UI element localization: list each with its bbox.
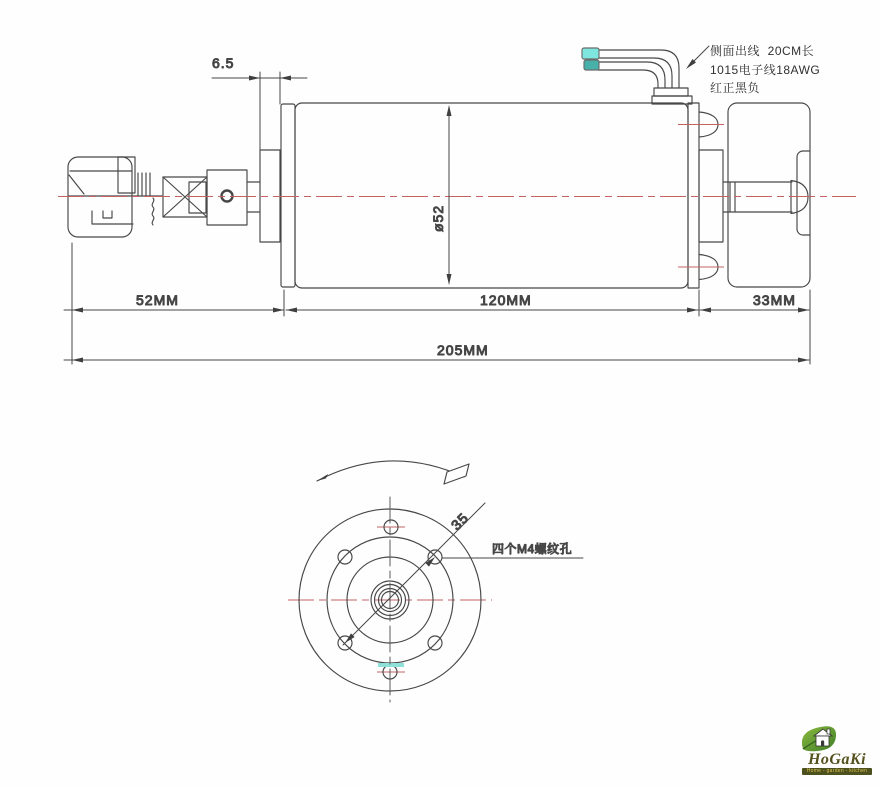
rotation-arc-flag (444, 464, 469, 484)
dimensions (64, 55, 810, 364)
rear-block (728, 103, 810, 287)
wire1-outer (598, 50, 679, 88)
centerlines-red (58, 125, 856, 673)
arrowhead (280, 76, 291, 81)
arrowhead (798, 358, 809, 363)
dim-total-label: 205MM (437, 342, 489, 358)
motor-body-group (281, 103, 810, 288)
shaft-housing (207, 170, 247, 225)
power-wires (582, 46, 709, 104)
dim-front-boss-label: 6.5 (212, 55, 235, 71)
m4-hole-upper-left (338, 550, 352, 564)
rotation-arrowhead (317, 474, 328, 481)
arrowhead (273, 308, 284, 313)
arrowhead (687, 308, 698, 313)
leaf-house-logo-icon (816, 724, 858, 752)
holes-note-label: 四个M4螺纹孔 (492, 542, 573, 556)
arrowhead (447, 274, 452, 285)
end-view (299, 461, 583, 702)
dim-body-label: 120MM (480, 292, 532, 308)
cyan-hole-mark (378, 663, 404, 667)
wire-note-line3: 红正黑负 (710, 81, 761, 95)
wire-tip-cyan (582, 48, 599, 59)
collet-nut-flats (68, 171, 163, 196)
arrowhead (286, 308, 297, 313)
wire2-inner (598, 70, 658, 88)
arrowhead (700, 308, 711, 313)
motor-body (295, 103, 688, 288)
arrowhead (798, 308, 809, 313)
dim-diameter-label: ø52 (430, 204, 446, 232)
arrowhead (72, 308, 83, 313)
arrowhead (447, 105, 452, 116)
collet-slot (92, 211, 133, 224)
wire-tip-teal (584, 60, 599, 70)
rotation-arc (317, 461, 464, 481)
collet-ribs (138, 173, 150, 196)
house-door (821, 740, 824, 746)
wire-gland (654, 88, 688, 96)
wire-annotation (710, 43, 820, 95)
brand-watermark (797, 724, 877, 775)
dim-rear-label: 33MM (753, 292, 796, 308)
arrowhead (249, 76, 260, 81)
logo-name: HoGaKi (807, 751, 867, 768)
dim-6-5-lines (212, 72, 307, 150)
dim-hole-spacing-label: 35 (447, 509, 472, 534)
wire-note-line1: 侧面出线 20CM长 (710, 44, 815, 58)
house-chimney (827, 729, 830, 734)
front-flange (281, 104, 295, 287)
logo-tagline: Home - garden - kitchen (802, 768, 872, 775)
dim-collet-label: 52MM (136, 292, 179, 308)
side-view (68, 46, 810, 288)
wire-note-line2: 1015电子线18AWG (710, 63, 821, 77)
arrowhead (72, 358, 83, 363)
rear-end-cap (688, 103, 699, 288)
m4-hole-lower-right (428, 636, 442, 650)
break-line (152, 198, 154, 225)
